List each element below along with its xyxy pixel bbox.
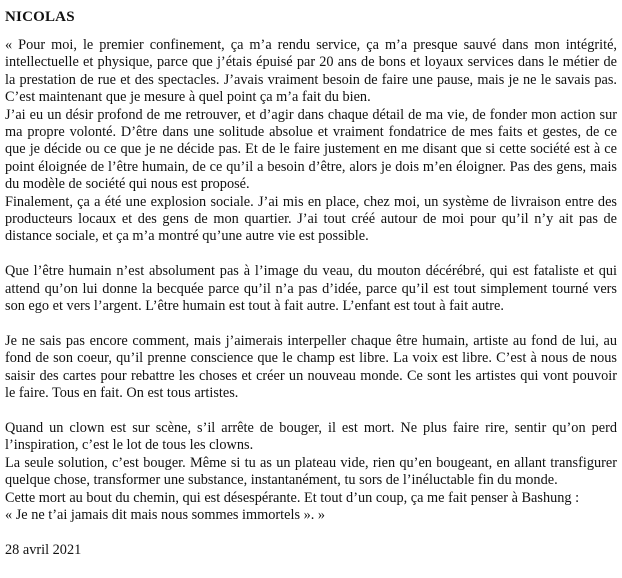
paragraph: Que l’être humain n’est absolument pas à l’image du veau, du mouton décérébré, qui est fataliste et qui attend qu’on lui donne la becquée parce qu’il n’a pas d’idée, parce qu’il est tout simplement tourné vers son ego et vers l’argent. L’être humain est tout à fait autre. L’enfant est tout à fait autre.	[5, 263, 617, 315]
paragraph: « Pour moi, le premier confinement, ça m’a rendu service, ça m’a presque sauvé dans mon intégrité, intellectuelle et physique, parce que j’étais épuisé par 20 ans de bons et loyaux services dans le métier de la prestation de rue et des spectacles. J’avais vraiment besoin de faire une pause, mais je ne le savais pas. C’est maintenant que je mesure à quel point ça m’a fait du bien.	[5, 37, 617, 106]
paragraph: « Je ne t’ai jamais dit mais nous sommes immortels ». »	[5, 506, 326, 523]
document-date: 28 avril 2021	[5, 541, 82, 558]
paragraph: J’ai eu un désir profond de me retrouver, et d’agir dans chaque détail de ma vie, de fonder mon action sur ma propre volonté. D’être dans une solitude absolue et vraiment fondatrice de mes faits et gestes, de ce que je décide ou ce que je ne décide pas. Et de le faire justement en me disant que si cette société est à ce point éloignée de l’être humain, de ce qu’il a besoin d’être, alors je dois m’en éloigner. Pas des gens, mais du modèle de société qui nous est proposé.	[5, 106, 617, 193]
paragraph: Je ne sais pas encore comment, mais j’aimerais interpeller chaque être humain, artiste au fond de lui, au fond de son coeur, qu’il prenne conscience que le champ est libre. La voix est libre. C’est à nous de nous saisir des cartes pour rebattre les choses et créer un nouveau monde. Ce sont les artistes qui vont pouvoir le faire. Tous en fait. On est tous artistes.	[5, 332, 617, 402]
paragraph: Cette mort au bout du chemin, qui est désespérante. Et tout d’un coup, ça me fait penser à Bashung :	[5, 489, 580, 506]
document	[5, 9, 617, 559]
paragraph: La seule solution, c’est bouger. Même si tu as un plateau vide, rien qu’en bougeant, en allant transfigurer quelque chose, transformer une substance, instantanément, tu sors de l’inéluctable fin du monde.	[5, 454, 617, 489]
section-3	[5, 333, 617, 403]
section-1	[5, 37, 617, 246]
section-2	[5, 263, 617, 315]
section-4	[5, 420, 617, 524]
document-title: NICOLAS	[5, 9, 75, 25]
paragraph: Quand un clown est sur scène, s’il arrête de bouger, il est mort. Ne plus faire rire, sentir qu’on perd l’inspiration, c’est le lot de tous les clowns.	[5, 419, 617, 454]
paragraph: Finalement, ça a été une explosion sociale. J’ai mis en place, chez moi, un système de livraison entre des producteurs locaux et des gens de mon quartier. J’ai tout créé autour de moi pour qu’il n’y ait pas de distance sociale, et ça m’a montré qu’une autre vie est possible.	[5, 193, 617, 245]
